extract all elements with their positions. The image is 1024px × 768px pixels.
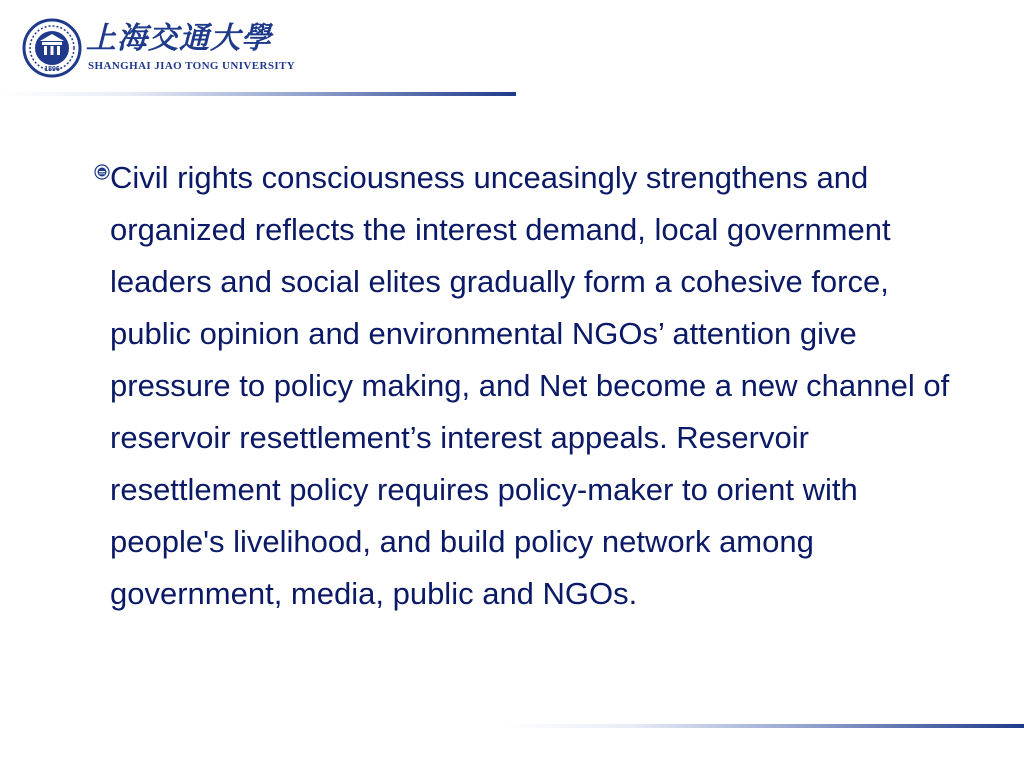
university-name-english: SHANGHAI JIAO TONG UNIVERSITY [88,60,296,72]
university-name-chinese: 上海交通大學 [86,21,272,56]
university-emblem-icon [22,18,82,78]
university-header [22,18,296,82]
header-divider [0,92,516,96]
emblem-year: 1896 [44,66,60,73]
footer-divider [500,724,1024,728]
slide-content [74,152,974,620]
bullet-text: Civil rights consciousness unceasingly strengthens and organized reflects the interest demand, local government leaders and social elites gradually form a cohesive force, public opinion and environmental NGOs’ attention give pressure to policy making, and Net become a new channel of reservoir resettlement’s interest appeals. Reservoir resettlement policy requires policy-maker to orient with people's livelihood, and build policy network among government, media, public and NGOs. [110,160,950,611]
bullet-item [74,152,974,620]
university-emblem-bullet-icon [94,164,110,180]
